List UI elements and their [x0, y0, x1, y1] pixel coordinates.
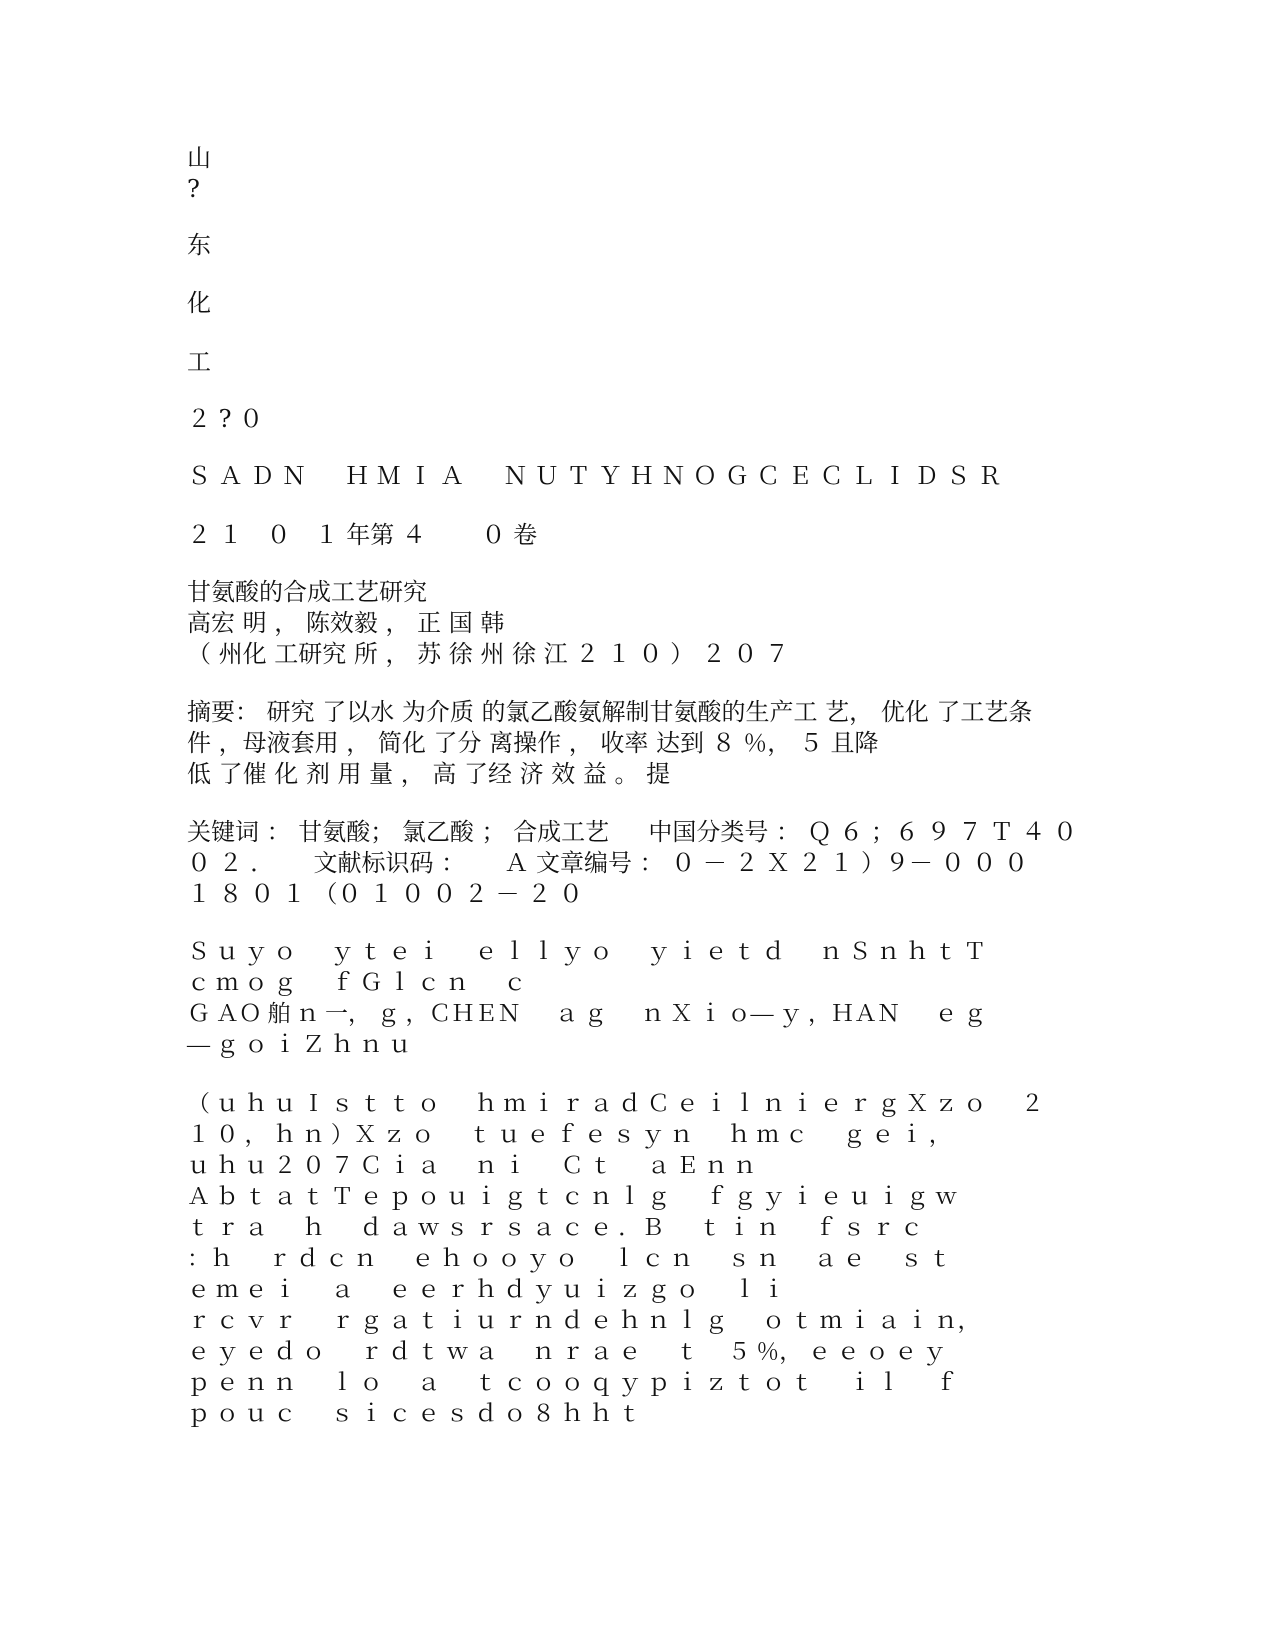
journal-name-char-4: 化 [187, 289, 211, 317]
article-title: 甘氨酸的合成工艺研究 [187, 578, 427, 606]
author-affiliation: （ 州化 工研究 所 ， 苏 徐 州 徐 江 ２ １ ０ ） ２ ０ ７ [187, 640, 790, 668]
abstract-cn-line: 低 了催 化 剂 用 量 ， 高 了经 济 效 益 。 提 [187, 760, 671, 788]
keywords-line: ０ ２ ． 文献标识码 ： Ａ 文章编号 ： ０ － ２ Ｘ ２ １ ）９－ ０ ０ ０ [187, 849, 1028, 877]
english-authors-line: Ｇ ＡＯ 舶 ｎ 一， ｇ ，ＣＨＥＮ ａ ｇ ｎ Ｘ ｉ ｏ— ｙ ，ＨＡＮ ｅ ｇ [187, 1001, 987, 1026]
english-abstract-line: ｐ ｅ ｎ ｎ ｌ ｏ ａ ｔ ｃ ｏ ｏ ｑ ｙ ｐ ｉ ｚ ｔ ｏ ｔ ｉ ｌ ｆ [187, 1370, 958, 1395]
english-abstract-line: ｔ ｒ ａ ｈ ｄ ａ ｗ ｓ ｒ ｓ ａ ｃ ｅ ．Ｂ ｔ ｉ ｎ ｆ ｓ ｒ ｃ [187, 1215, 923, 1240]
english-abstract-line: ：ｈ ｒ ｄ ｃ ｎ ｅ ｈ ｏ ｏ ｙ ｏ ｌ ｃ ｎ ｓ ｎ ａ ｅ ｓ ｔ [187, 1246, 952, 1271]
english-abstract-line: ｅ ｙ ｅ ｄ ｏ ｒ ｄ ｔ ｗ ａ ｎ ｒ ａ ｅ ｔ ５ ％， ｅ ｅ ｏ ｅ ｙ [187, 1339, 946, 1364]
journal-name-char-1: 山 [187, 144, 211, 172]
english-abstract-line: Ａ ｂ ｔ ａ ｔ Ｔ ｅ ｐ ｏ ｕ ｉ ｇ ｔ ｃ ｎ ｌ ｇ ｆ ｇ ｙ ｉ ｅ ｕ ｉ ｇ ｗ [187, 1184, 958, 1209]
issue-volume: ２ １ ０ １ 年第 ４ ０ 卷 [187, 521, 538, 549]
english-title-line: ｃ ｍ ｏ ｇ ｆ Ｇ ｌ ｃ ｎ ｃ [187, 970, 527, 995]
article-authors: 高宏 明 ， 陈效毅 ， 正 国 韩 [187, 609, 505, 637]
english-abstract-line: ｐ ｏ ｕ ｃ ｓ ｉ ｃ ｅ ｓ ｄ ｏ ８ ｈ ｈ ｔ [187, 1401, 642, 1426]
english-authors-line: — ｇ ｏ ｉ Ｚ ｈ ｎ ｕ [187, 1032, 412, 1057]
english-title-line: Ｓ ｕ ｙ ｏ ｙ ｔ ｅ ｉ ｅ ｌ ｌ ｙ ｏ ｙ ｉ ｅ ｔ ｄ ｎ Ｓ ｎ ｈ ｔ Ｔ [187, 939, 987, 964]
english-abstract-line: ｅ ｍ ｅ ｉ ａ ｅ ｅ ｒ ｈ ｄ ｙ ｕ ｉ ｚ ｇ ｏ ｌ ｉ [187, 1277, 785, 1302]
english-abstract-line: ｒ ｃ ｖ ｒ ｒ ｇ ａ ｔ ｉ ｕ ｒ ｎ ｄ ｅ ｈ ｎ ｌ ｇ ｏ ｔ ｍ ｉ ａ ｉ ｎ， [187, 1308, 981, 1333]
journal-name-char-2: ? [187, 175, 200, 203]
english-affiliation-line: １ ０ ， ｈ ｎ ）Ｘ ｚ ｏ ｔ ｕ ｅ ｆ ｅ ｓ ｙ ｎ ｈ ｍ ｃ ｇ ｅ ｉ ， [187, 1122, 952, 1147]
journal-name-english: Ｓ Ａ Ｄ Ｎ Ｈ Ｍ Ｉ Ａ Ｎ Ｕ Ｔ Ｙ Ｈ Ｎ Ｏ Ｇ Ｃ Ｅ Ｃ Ｌ Ｉ Ｄ Ｓ Ｒ [187, 462, 1002, 490]
abstract-cn-line: 摘要： 研究 了以水 为介质 的氯乙酸氨解制甘氨酸的生产工 艺， 优化 了工艺条 [187, 698, 1033, 726]
journal-name-char-5: 工 [187, 348, 211, 376]
english-affiliation-line: ｕ ｈ ｕ ２ ０ ７ Ｃ ｉ ａ ｎ ｉ Ｃ ｔ ａ Ｅ ｎ ｎ [187, 1153, 757, 1178]
abstract-cn-line: 件 ，母液套用 ， 简化 了分 离操作 ， 收率 达到 ８ ％， ５ 且降 [187, 729, 879, 757]
journal-name-char-3: 东 [187, 231, 211, 259]
keywords-line: 关键词 ： 甘氨酸； 氯乙酸 ； 合成工艺 中国分类号 ： Ｑ ６ ；６ ９ ７ Ｔ ４ ０ [187, 818, 1078, 846]
year-code: ２ ? ０ [187, 405, 264, 433]
keywords-line: １ ８ ０ １ （０ １ ０ ０ ２ － ２ ０ [187, 880, 583, 908]
english-affiliation-line: （ ｕ ｈ ｕ Ｉ ｓ ｔ ｔ ｏ ｈ ｍ ｉ ｒ ａ ｄ Ｃ ｅ ｉ ｌ ｎ ｉ ｅ ｒ ｇ Ｘ ｚ ｏ ２ [187, 1091, 1044, 1116]
